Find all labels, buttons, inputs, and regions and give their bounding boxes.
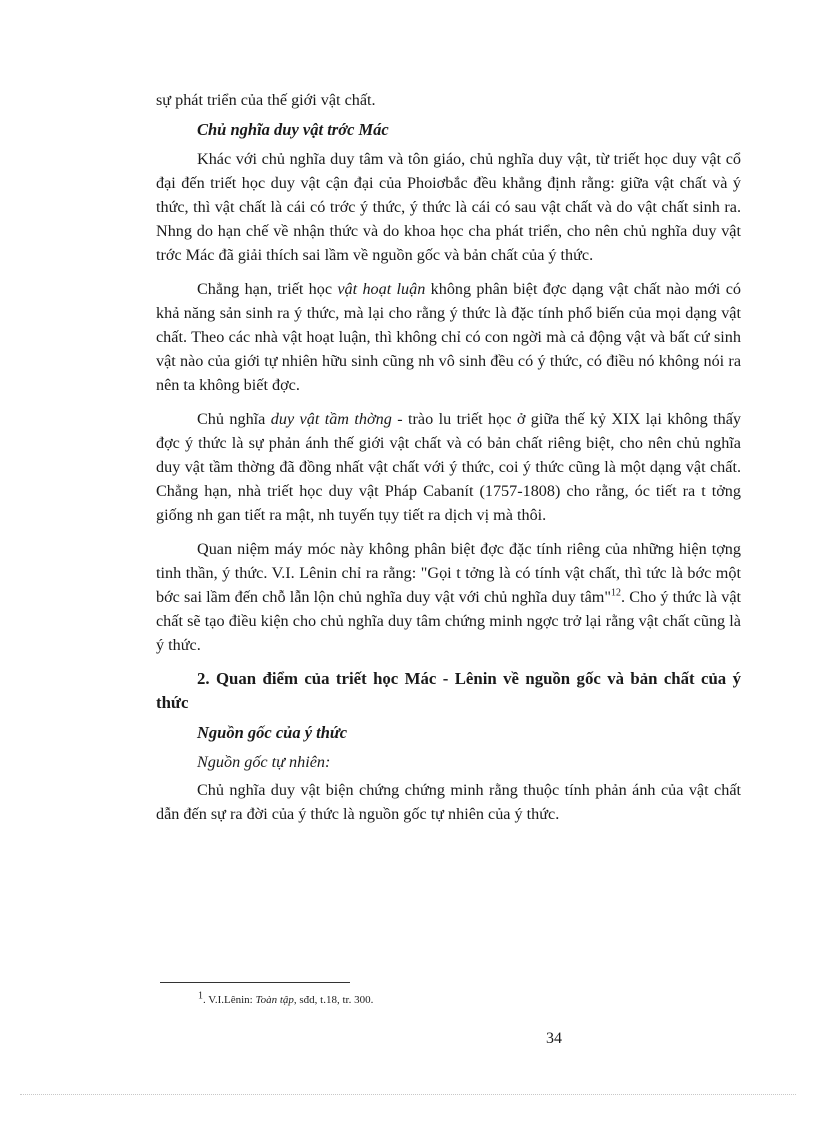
paragraph-4-text-b: . Cho ý thức là vật chất sẽ tạo điều kiện cho chủ nghĩa duy tâm chứng minh ngợc trở lại rằng vật chất cũng là ý thức. [156,588,741,654]
paragraph-1: Khác với chủ nghĩa duy tâm và tôn giáo, chủ nghĩa duy vật, từ triết học duy vật cổ đại đến triết học duy vật cận đại của Phoiơbắc đều khẳng định rằng: giữa vật chất và ý thức, thì vật chất là cái có trớc ý thức, ý thức là cái có sau vật chất và do vật chất sinh ra. Nhng do hạn chế về nhận thức và do khoa học cha phát triển, cho nên chủ nghĩa duy vật trớc Mác đã giải thích sai lầm về nguồn gốc và bản chất của ý thức. [156,150,741,264]
footnote-divider [160,982,350,983]
subheading-before-marx: Chủ nghĩa duy vật trớc Mác [197,120,389,139]
footnote-author: . V.I.Lênin: [203,994,256,1006]
paragraph-5: Chủ nghĩa duy vật biện chứng chứng minh rằng thuộc tính phản ánh của vật chất dẫn đến sự ra đời của ý thức là nguồn gốc tự nhiên của ý thức. [156,781,741,823]
page-break-divider [20,1094,796,1095]
subheading-natural-origin: Nguồn gốc tự nhiên: [197,753,331,771]
paragraph-2-emphasis: vật hoạt luận [337,280,426,298]
footnote-rest: , sđd, t.18, tr. 300. [293,994,374,1006]
paragraph-4-text-a: Quan niệm máy móc này không phân biệt đợc đặc tính riêng của những hiện tợng tinh thần, ý thức. V.I. Lênin chỉ ra rằng: "Gọi t tởng là có tính vật chất, thì tức là bớc một bớc sai lầm đến chỗ lẫn lộn chủ nghĩa duy vật với chủ nghĩa duy tâm" [156,540,741,606]
footnote-mark: 1 [198,990,203,1002]
paragraph-3-text-b: - trào lu triết học ở giữa thế kỷ XIX lại không thấy đợc ý thức là sự phản ánh thế giới vật chất và có bản chất riêng biệt, cho nên chủ nghĩa duy vật tầm thờng đã đồng nhất vật chất với ý thức, coi ý thức cũng là một dạng vật chất. Chẳng hạn, nhà triết học duy vật Pháp Cabanít (1757-1808) cho rằng, óc tiết ra t tởng giống nh gan tiết ra mật, nh tuyến tụy tiết ra dịch vị mà thôi. [156,410,742,524]
footnote [198,990,374,1007]
footnote-reference: 12 [610,587,621,599]
paragraph-2-text-b: không phân biệt đợc dạng vật chất nào mới có khả năng sản sinh ra ý thức, mà lại cho rằng ý thức là đặc tính phổ biến của mọi dạng vật chất. Theo các nhà vật hoạt luận, thì không chỉ có con ngời mà cả động vật và bất cứ sinh vật nào của giới tự nhiên hữu sinh cũng nh vô sinh đều có ý thức, có điều nó không nói ra nên ta không biết đợc. [156,280,741,394]
section-heading-2: 2. Quan điểm của triết học Mác - Lênin về nguồn gốc và bản chất của ý thức [156,669,741,712]
paragraph-2-text-a: Chẳng hạn, triết học [197,280,338,298]
paragraph-4 [156,537,741,657]
page-number: 34 [546,1030,562,1047]
paragraph-2 [156,277,741,397]
footnote-title: Toàn tập [255,994,294,1006]
subheading-origin: Nguồn gốc của ý thức [197,723,348,742]
paragraph-3 [156,407,741,527]
document-body [156,88,741,826]
paragraph-3-emphasis: duy vật tầm thờng [270,410,392,428]
paragraph-3-text-a: Chủ nghĩa [197,410,271,428]
paragraph-continuation: sự phát triển của thế giới vật chất. [156,91,376,109]
